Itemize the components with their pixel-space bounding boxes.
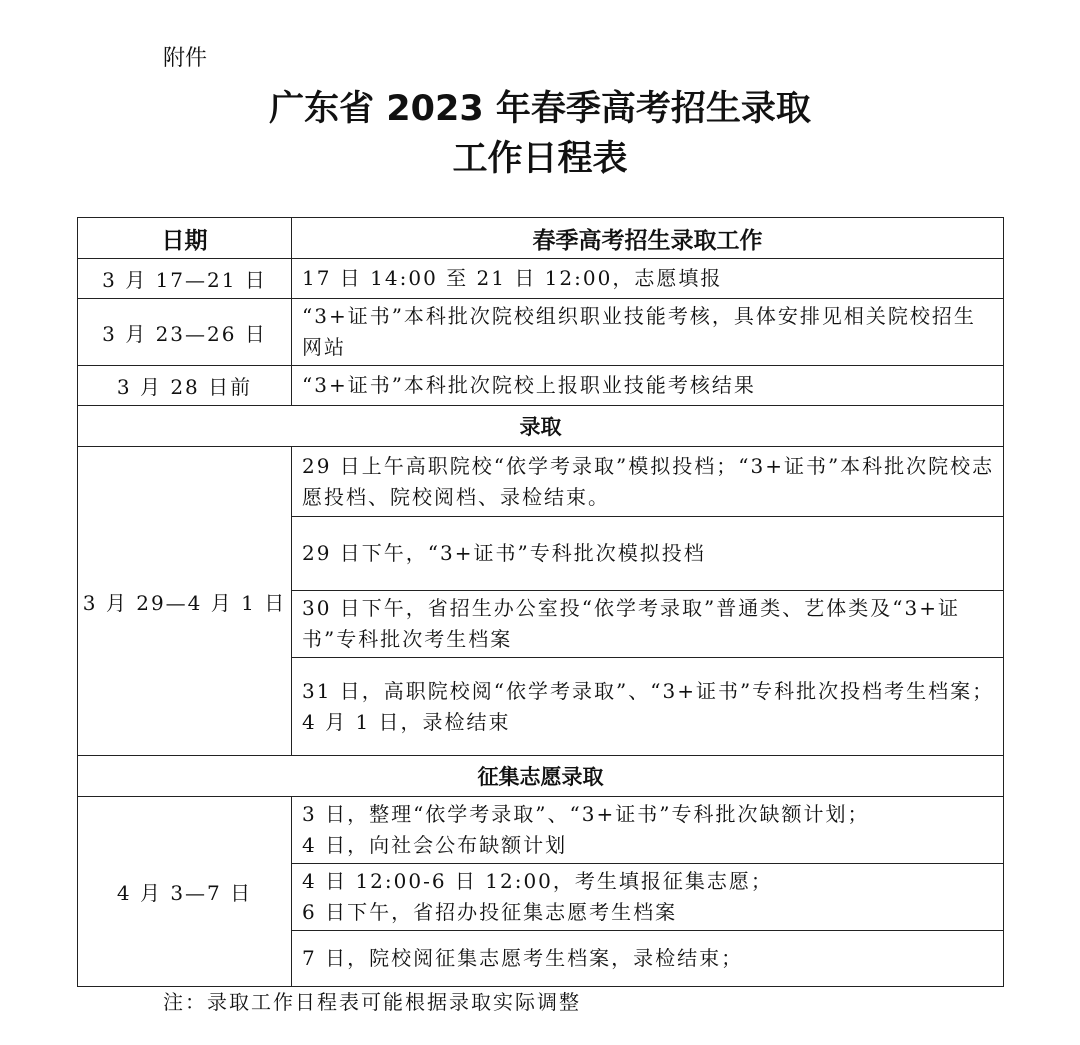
admission-item: 31 日，高职院校阅“依学考录取”、“3+证书”专科批次投档考生档案； — [302, 678, 995, 703]
row-work: 17 日 14:00 至 21 日 12:00，志愿填报 — [292, 259, 1004, 299]
admission-date: 3 月 29—4 月 1 日 — [78, 447, 292, 756]
table-row — [78, 299, 1004, 366]
table-row — [78, 259, 1004, 299]
row-date: 3 月 23—26 日 — [78, 299, 292, 366]
supplementary-date: 4 月 3—7 日 — [78, 797, 292, 987]
row-work: “3+证书”本科批次院校上报职业技能考核结果 — [292, 366, 1004, 406]
admission-item-group — [292, 658, 1004, 756]
supplementary-item: 7 日，院校阅征集志愿考生档案，录检结束； — [292, 931, 1004, 987]
schedule-table — [77, 217, 1004, 987]
table-row — [78, 447, 1004, 517]
table-row — [78, 797, 1004, 864]
section-title-admission: 录取 — [78, 406, 1004, 447]
supplementary-item: 4 日，向社会公布缺额计划 — [302, 833, 568, 857]
footnote: 注：录取工作日程表可能根据录取实际调整 — [163, 990, 581, 1014]
admission-item: 29 日下午，“3+证书”专科批次模拟投档 — [292, 517, 1004, 591]
supplementary-item-group — [292, 864, 1004, 931]
admission-item: 4 月 1 日，录检结束 — [302, 709, 511, 734]
header-work: 春季高考招生录取工作 — [292, 218, 1004, 259]
table-header-row — [78, 218, 1004, 259]
section-row-supplementary — [78, 756, 1004, 797]
supplementary-item-group — [292, 797, 1004, 864]
header-date: 日期 — [78, 218, 292, 259]
admission-item: 30 日下午，省招生办公室投“依学考录取”普通类、艺体类及“3+证书”专科批次考生档案 — [292, 591, 1004, 658]
attachment-label: 附件 — [163, 46, 208, 71]
table-row — [78, 366, 1004, 406]
supplementary-item: 4 日 12:00-6 日 12:00，考生填报征集志愿； — [302, 869, 773, 893]
admission-item: 29 日上午高职院校“依学考录取”模拟投档；“3+证书”本科批次院校志愿投档、院校阅档、录检结束。 — [292, 447, 1004, 517]
supplementary-item: 3 日，整理“依学考录取”、“3+证书”专科批次缺额计划； — [302, 802, 870, 826]
document-title-line-2: 工作日程表 — [452, 139, 628, 179]
document-title-line-1: 广东省 2023 年春季高考招生录取 — [269, 89, 811, 129]
section-title-supplementary: 征集志愿录取 — [78, 756, 1004, 797]
row-date: 3 月 17—21 日 — [78, 259, 292, 299]
row-work: “3+证书”本科批次院校组织职业技能考核，具体安排见相关院校招生网站 — [292, 299, 1004, 366]
supplementary-item: 6 日下午，省招办投征集志愿考生档案 — [302, 900, 678, 924]
section-row-admission — [78, 406, 1004, 447]
row-date: 3 月 28 日前 — [78, 366, 292, 406]
